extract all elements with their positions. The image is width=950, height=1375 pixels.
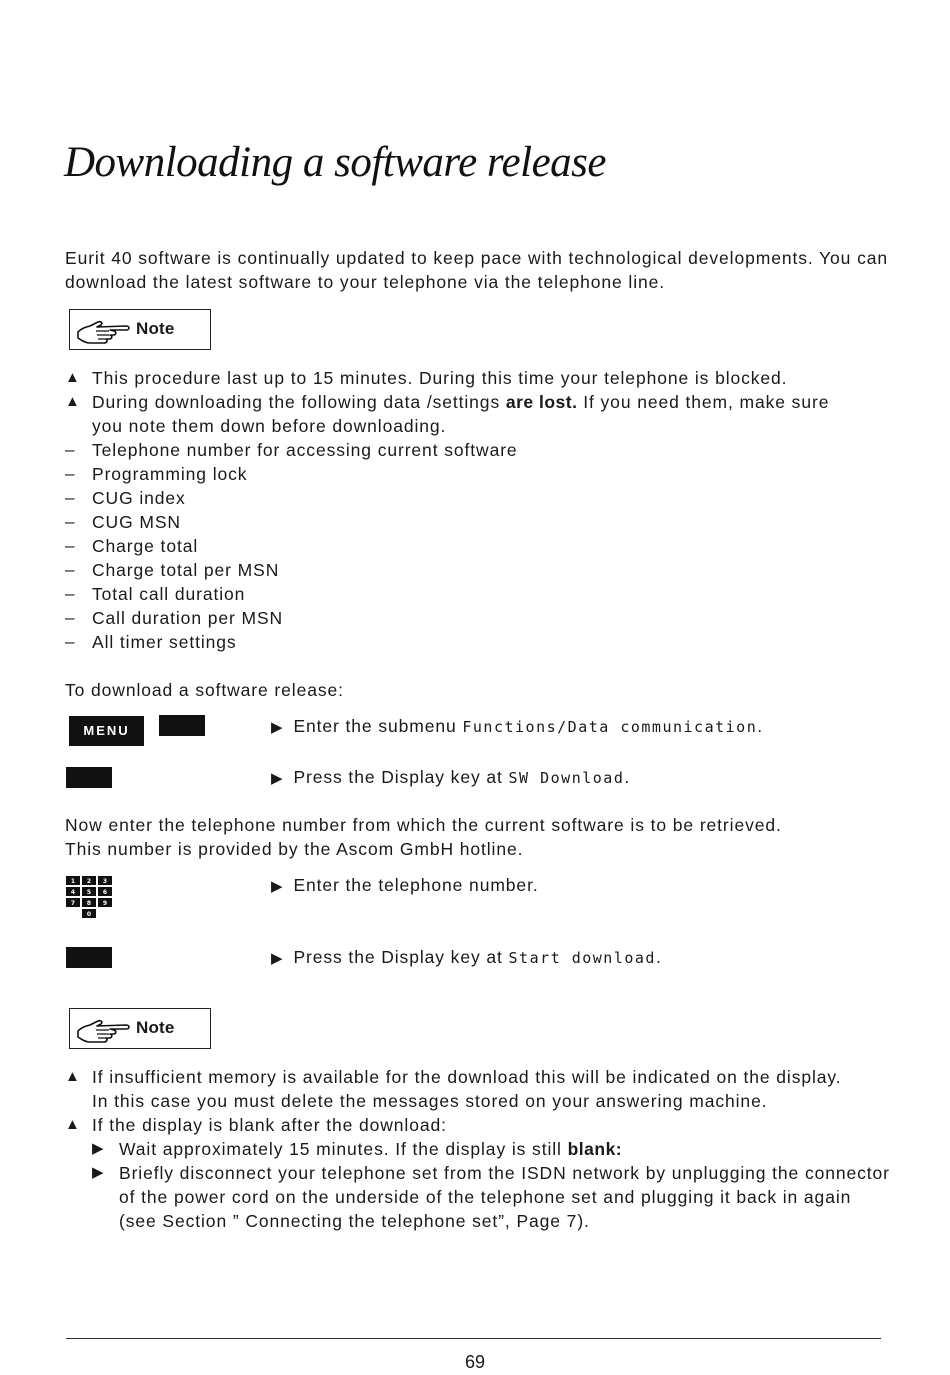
- step-press-sw-download: ▶ Press the Display key at SW Download.: [271, 767, 631, 787]
- note-list-1: [65, 366, 829, 654]
- arrow-bullet-icon: ▶: [271, 770, 284, 787]
- list-item: ▲ This procedure last up to 15 minutes. During this time your telephone is blocked.: [65, 368, 788, 388]
- note-box: [69, 309, 211, 350]
- svg-text:9: 9: [102, 900, 108, 907]
- svg-text:4: 4: [70, 889, 76, 896]
- triangle-bullet-icon: ▲: [65, 1068, 81, 1085]
- page-title: Downloading a software release: [64, 139, 606, 186]
- intro-paragraph: [65, 246, 888, 294]
- svg-text:5: 5: [86, 889, 92, 896]
- pointing-hand-icon: [76, 318, 132, 344]
- list-item: ▲ During downloading the following data /settings are lost. If you need them, make sure you note them down before downloading.: [65, 392, 830, 436]
- keypad-icon: [66, 876, 112, 918]
- sub-item: ▶ Briefly disconnect your telephone set from the ISDN network by unplugging the connector of the power cord on the underside of the telephone set and plugging it back in again (see Section ” Connecting the telephone set”, Page 7).: [92, 1163, 890, 1231]
- display-key-icon: [159, 715, 205, 736]
- intro-line-1: Eurit 40 software is continually updated to keep pace with technological developments. You can: [65, 248, 888, 268]
- menu-key-icon: MENU: [69, 716, 144, 746]
- triangle-bullet-icon: ▲: [65, 1116, 81, 1133]
- note-label: Note: [136, 319, 175, 338]
- list-item: – Total call duration: [65, 584, 246, 604]
- triangle-bullet-icon: ▲: [65, 369, 81, 386]
- display-text: Start download: [508, 949, 656, 967]
- list-item: ▲ If the display is blank after the download: ▶ Wait approximately 15 minutes. If the display is still blank: ▶ Briefly disconnect your telephone set from the ISDN network by unplugging the connector of the power cord on the underside of the telephone set and plugging it back in again (see Section ” Connecting the telephone set”, Page 7).: [65, 1115, 890, 1231]
- list-item: – Charge total: [65, 536, 199, 556]
- now-enter-paragraph: Now enter the telephone number from which the current software is to be retrieved. This number is provided by the Ascom GmbH hotline.: [65, 815, 782, 859]
- note-label: Note: [136, 1018, 175, 1037]
- footer-divider: [66, 1338, 881, 1339]
- step-enter-number: ▶ Enter the telephone number.: [271, 875, 539, 895]
- list-item: – Telephone number for accessing current software: [65, 440, 518, 460]
- list-item: ▲ If insufficient memory is available for the download this will be indicated on the display. In this case you must delete the messages stored on your answering machine.: [65, 1067, 842, 1111]
- display-key-icon: [66, 947, 112, 968]
- svg-text:1: 1: [70, 878, 76, 885]
- list-item: – Programming lock: [65, 464, 248, 484]
- sub-item: ▶ Wait approximately 15 minutes. If the display is still blank:: [92, 1139, 623, 1159]
- display-text: SW Download: [508, 769, 625, 787]
- svg-text:6: 6: [102, 889, 108, 896]
- triangle-bullet-icon: ▲: [65, 393, 81, 410]
- arrow-bullet-icon: ▶: [92, 1140, 105, 1157]
- display-text: Functions/Data communication: [462, 718, 758, 736]
- arrow-bullet-icon: ▶: [271, 950, 284, 967]
- arrow-bullet-icon: ▶: [271, 719, 284, 736]
- svg-text:0: 0: [86, 911, 92, 918]
- list-item: – Charge total per MSN: [65, 560, 280, 580]
- list-item: – CUG index: [65, 488, 186, 508]
- step-enter-submenu: ▶ Enter the submenu Functions/Data communication.: [271, 716, 764, 736]
- note-list-2: [65, 1065, 890, 1233]
- arrow-bullet-icon: ▶: [92, 1164, 105, 1181]
- intro-line-2: download the latest software to your telephone via the telephone line.: [65, 272, 666, 292]
- svg-text:3: 3: [102, 878, 108, 885]
- list-item: – All timer settings: [65, 632, 237, 652]
- display-key-icon: [66, 767, 112, 788]
- list-item: – CUG MSN: [65, 512, 181, 532]
- svg-text:7: 7: [70, 900, 76, 907]
- svg-text:2: 2: [86, 878, 92, 885]
- pointing-hand-icon: [76, 1017, 132, 1043]
- svg-text:8: 8: [86, 900, 92, 907]
- note-box: [69, 1008, 211, 1049]
- to-download-heading: To download a software release:: [65, 680, 344, 700]
- list-item: – Call duration per MSN: [65, 608, 284, 628]
- page-number: 69: [464, 1352, 486, 1372]
- step-start-download: ▶ Press the Display key at Start download.: [271, 947, 662, 967]
- arrow-bullet-icon: ▶: [271, 878, 284, 895]
